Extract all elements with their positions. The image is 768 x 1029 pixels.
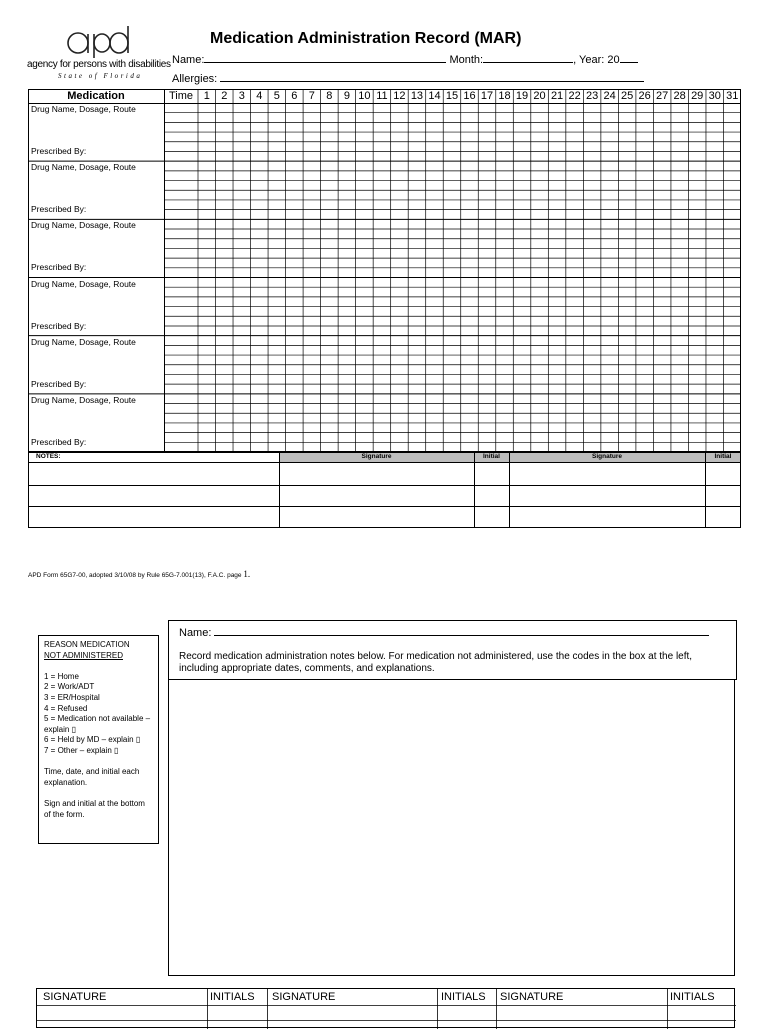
name-label: Name:: [172, 54, 205, 66]
day-header-19: 19: [515, 90, 529, 102]
state-label: State of Florida: [58, 72, 143, 80]
day-header-5: 5: [273, 90, 280, 102]
agency-name: agency for persons with disabilities: [27, 59, 171, 70]
reason-code-2: 2 = Work/ADT: [44, 682, 95, 692]
day-header-15: 15: [445, 90, 459, 102]
day-header-9: 9: [343, 90, 350, 102]
signature-table: [36, 988, 735, 1028]
drug-name-label: Drug Name, Dosage, Route: [31, 220, 136, 231]
notes-label: NOTES:: [36, 453, 61, 460]
page-number: 1.: [243, 569, 251, 579]
signature-header-1: Signature: [361, 453, 392, 460]
day-header-27: 27: [656, 90, 669, 102]
drug-name-label: Drug Name, Dosage, Route: [31, 336, 136, 347]
page2-header-box: [168, 620, 737, 680]
day-header-28: 28: [673, 90, 686, 102]
day-header-25: 25: [621, 90, 634, 102]
notes-table: [28, 452, 741, 528]
initial-header-1: Initial: [483, 453, 500, 460]
page2-name-field[interactable]: [179, 625, 709, 639]
medication-header: Medication: [67, 90, 125, 102]
reason-code-6: 6 = Held by MD – explain ▯: [44, 735, 141, 745]
reason-code-4: 4 = Refused: [44, 703, 88, 713]
drug-name-label: Drug Name, Dosage, Route: [31, 394, 136, 405]
reason-codes-box: [38, 635, 159, 844]
initial-header-2: Initial: [714, 453, 732, 460]
drug-name-label: Drug Name, Dosage, Route: [31, 278, 136, 289]
sig-header-1: SIGNATURE: [43, 991, 107, 1003]
prescribed-by-label: Prescribed By:: [31, 204, 87, 215]
prescribed-by-label: Prescribed By:: [31, 262, 87, 273]
day-header-8: 8: [326, 90, 333, 102]
reason-code-7: 7 = Other – explain ▯: [44, 745, 119, 755]
initials-header-2: INITIALS: [441, 991, 486, 1003]
day-header-21: 21: [550, 90, 564, 102]
day-header-18: 18: [498, 90, 511, 102]
day-header-13: 13: [410, 90, 424, 102]
day-header-30: 30: [708, 90, 721, 102]
sig-header-2: SIGNATURE: [272, 991, 336, 1003]
prescribed-by-label: Prescribed By:: [31, 378, 87, 389]
prescribed-by-label: Prescribed By:: [31, 146, 87, 157]
initials-header-3: INITIALS: [670, 991, 715, 1003]
reason-note-2: Sign and initial at the bottom of the form.: [44, 798, 145, 819]
signature-table-lines: [37, 989, 736, 1029]
day-header-3: 3: [238, 90, 245, 102]
reason-note-1: Time, date, and initial each explanation.: [44, 767, 140, 787]
apd-logo-mark: [62, 24, 132, 58]
day-header-17: 17: [480, 90, 494, 102]
initials-header-1: INITIALS: [210, 991, 255, 1003]
reason-code-1: 1 = Home: [44, 671, 79, 681]
day-header-6: 6: [291, 90, 298, 102]
day-header-11: 11: [376, 90, 388, 102]
footer-text: APD Form 65G7-00, adopted 3/10/08 by Rule 65G-7.001(13), F.A.C. page: [28, 572, 242, 579]
notes-writing-area[interactable]: [168, 680, 735, 976]
day-header-4: 4: [256, 90, 263, 102]
form-title: Medication Administration Record (MAR): [210, 30, 522, 47]
time-header: Time: [168, 90, 194, 102]
allergies-label: Allergies:: [172, 73, 218, 85]
drug-name-label: Drug Name, Dosage, Route: [31, 104, 136, 114]
prescribed-by-label: Prescribed By:: [31, 320, 87, 331]
day-header-23: 23: [585, 90, 599, 102]
day-header-31: 31: [726, 90, 739, 102]
prescribed-by-label: Prescribed By:: [31, 436, 87, 447]
reason-title-line1: REASON MEDICATION: [44, 640, 130, 649]
page2-name-label: Name:: [179, 627, 212, 639]
day-header-7: 7: [308, 90, 315, 102]
day-header-16: 16: [463, 90, 476, 102]
day-header-26: 26: [638, 90, 651, 102]
name-field[interactable]: [172, 52, 638, 66]
notes-table-lines: [28, 452, 741, 528]
day-header-2: 2: [221, 90, 228, 102]
day-header-20: 20: [533, 90, 546, 102]
drug-name-label: Drug Name, Dosage, Route: [31, 162, 136, 173]
day-header-24: 24: [603, 90, 616, 102]
year-label: , Year:: [573, 54, 605, 66]
allergies-field[interactable]: [172, 71, 644, 85]
reason-code-5: 5 = Medication not available – explain ▯: [44, 714, 151, 734]
month-label: Month:: [449, 54, 484, 66]
day-header-14: 14: [428, 90, 441, 102]
year-prefix: 20: [607, 54, 620, 66]
mar-grid: [28, 89, 741, 452]
page2-instructions: Record medication administration notes below. For medication not administered, use the codes in the box at the left, including appropriate dates, comments, and explanations.: [179, 651, 693, 674]
reason-title-line2: NOT ADMINISTERED: [44, 650, 123, 660]
signature-header-2: Signature: [592, 453, 622, 460]
day-header-22: 22: [568, 90, 581, 102]
form-footer: [28, 569, 250, 579]
reason-code-3: 3 = ER/Hospital: [44, 692, 100, 702]
sig-header-3: SIGNATURE: [500, 991, 564, 1003]
day-header-29: 29: [691, 90, 704, 102]
day-header-10: 10: [358, 90, 371, 102]
day-header-1: 1: [203, 90, 210, 102]
day-header-12: 12: [393, 90, 406, 102]
